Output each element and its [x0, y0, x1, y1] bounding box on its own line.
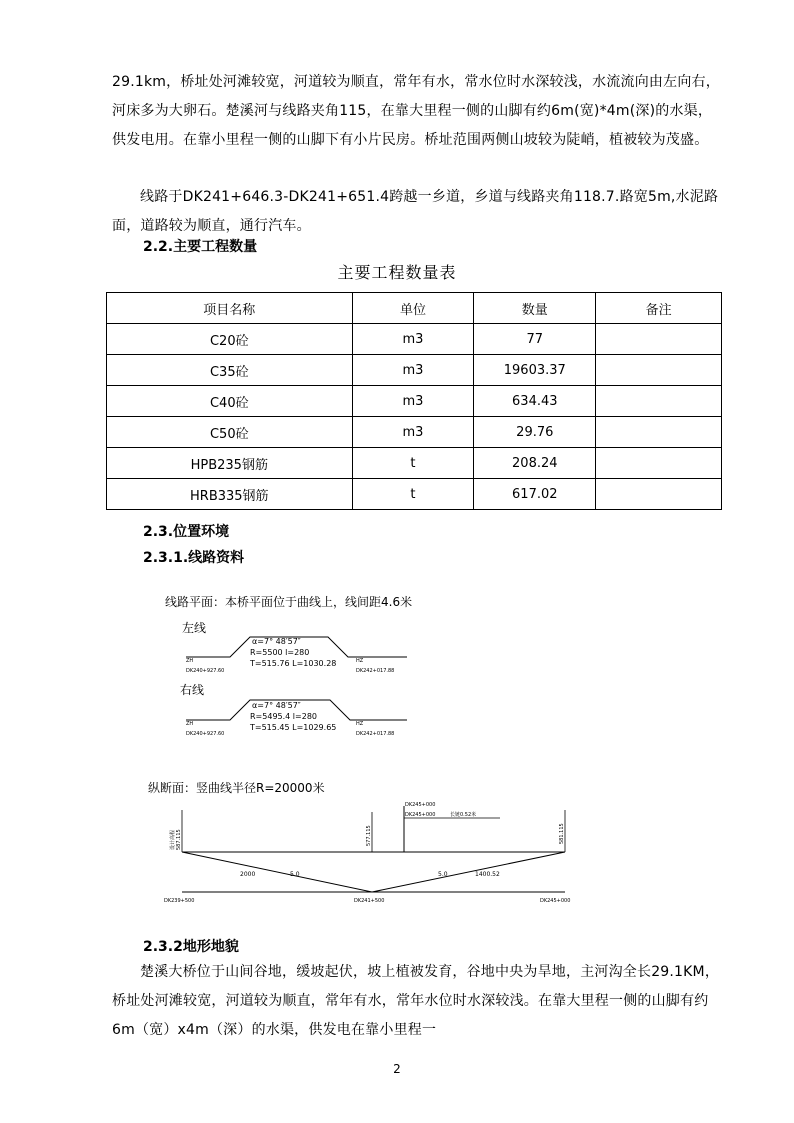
- table-cell: m3: [352, 417, 474, 448]
- profile-left-grade: [182, 852, 372, 892]
- plan-title: 线路平面：本桥平面位于曲线上，线间距4.6米: [165, 595, 413, 609]
- profile-right-length: 1400.52: [475, 871, 500, 878]
- table-cell: C20砼: [107, 324, 353, 355]
- table-cell: HRB335钢筋: [107, 479, 353, 510]
- right-start-code: ZH: [186, 721, 194, 727]
- table-cell: [596, 324, 722, 355]
- table-cell: C50砼: [107, 417, 353, 448]
- table-row: [107, 324, 722, 355]
- table-cell: [596, 386, 722, 417]
- page-number: 2: [393, 1062, 401, 1076]
- left-line-label: 左线: [182, 621, 207, 635]
- profile-top-km2: DK245+000: [405, 812, 436, 818]
- profile-top-km: DK245+000: [405, 802, 436, 808]
- right-line-label: 右线: [180, 683, 205, 697]
- table-cell: t: [352, 448, 474, 479]
- table-header: 单位: [352, 293, 474, 324]
- profile-right-grade: [372, 852, 565, 892]
- table-row: [107, 479, 722, 510]
- profile-km-right: DK245+000: [540, 898, 571, 904]
- table-header: 备注: [596, 293, 722, 324]
- right-tl: T=515.45 L=1029.65: [250, 723, 337, 732]
- left-end-km: DK242+017.88: [356, 668, 395, 674]
- left-tl: T=515.76 L=1030.28: [250, 659, 337, 668]
- profile-right-grade-value: 5.0: [438, 871, 448, 878]
- table-cell: HPB235钢筋: [107, 448, 353, 479]
- paragraph-terrain: 楚溪大桥位于山间谷地，缓坡起伏，坡上植被发育，谷地中央为旱地，主河沟全长29.1KM，桥址处河滩较宽，河道较为顺直，常年有水，常年水位时水深较浅。在靠大里程一侧的山脚有约6m（宽）x4m（深）的水渠，供发电在靠小里程一: [112, 964, 720, 1038]
- table-cell: [596, 417, 722, 448]
- table-cell: 208.24: [474, 448, 596, 479]
- right-end-code: HZ: [356, 721, 364, 727]
- table-title: 主要工程数量表: [337, 263, 457, 282]
- profile-elev-mid: 577.115: [366, 825, 372, 846]
- route-diagram: [0, 580, 794, 910]
- profile-left-length: 2000: [240, 871, 256, 878]
- table-row: [107, 386, 722, 417]
- table-cell: t: [352, 479, 474, 510]
- table-header-row: [107, 293, 722, 324]
- heading-2-3-1: 2.3.1.线路资料: [143, 550, 245, 566]
- left-start-code: ZH: [186, 658, 194, 664]
- table-cell: m3: [352, 324, 474, 355]
- table-cell: 29.76: [474, 417, 596, 448]
- left-end-code: HZ: [356, 658, 364, 664]
- table-header: 项目名称: [107, 293, 353, 324]
- profile-top-length: 长链0.52米: [450, 812, 477, 818]
- heading-2-2: 2.2.主要工程数量: [143, 239, 258, 255]
- table-row: [107, 355, 722, 386]
- right-alpha: α=7° 48′57″: [252, 701, 301, 710]
- paragraph-road: 线路于DK241+646.3-DK241+651.4跨越一乡道，乡道与线路夹角118.7.路宽5m,水泥路面，道路较为顺直，通行汽车。: [112, 189, 719, 234]
- right-end-km: DK242+017.88: [356, 731, 395, 737]
- table-row: [107, 448, 722, 479]
- paragraph-river: 29.1km，桥址处河滩较宽，河道较为顺直，常年有水，常水位时水深较浅，水流流向由左向右，河床多为大卵石。楚溪河与线路夹角115，在靠大里程一侧的山脚有约6m(宽)*4m(深)的水渠，供发电用。在靠小里程一侧的山脚下有小片民房。桥址范围两侧山坡较为陡峭，植被较为茂盛。: [112, 74, 720, 148]
- profile-left-grade-value: 5.0: [290, 871, 300, 878]
- profile-km-left: DK239+500: [164, 898, 195, 904]
- table-cell: [596, 479, 722, 510]
- quantity-table: [106, 292, 722, 510]
- right-rl: R=5495.4 l=280: [250, 712, 317, 721]
- heading-2-3-2: 2.3.2地形地貌: [143, 939, 239, 955]
- profile-elev-right: 581.115: [559, 823, 565, 844]
- right-start-km: DK240+927.60: [186, 731, 225, 737]
- table-cell: C35砼: [107, 355, 353, 386]
- table-row: [107, 417, 722, 448]
- profile-elev-left: 587.115: [176, 829, 182, 850]
- profile-title: 纵断面：竖曲线半径R=20000米: [148, 781, 325, 795]
- left-start-km: DK240+927.60: [186, 668, 225, 674]
- table-cell: 617.02: [474, 479, 596, 510]
- table-cell: m3: [352, 355, 474, 386]
- left-alpha: α=7° 48′57″: [252, 637, 301, 646]
- heading-2-3: 2.3.位置环境: [143, 524, 230, 540]
- table-cell: C40砼: [107, 386, 353, 417]
- table-cell: 634.43: [474, 386, 596, 417]
- table-cell: [596, 355, 722, 386]
- profile-km-mid: DK241+500: [354, 898, 385, 904]
- table-cell: m3: [352, 386, 474, 417]
- table-cell: 77: [474, 324, 596, 355]
- profile-elev-label: 设计高程: [170, 829, 176, 850]
- left-rl: R=5500 l=280: [250, 648, 310, 657]
- table-cell: [596, 448, 722, 479]
- table-header: 数量: [474, 293, 596, 324]
- table-cell: 19603.37: [474, 355, 596, 386]
